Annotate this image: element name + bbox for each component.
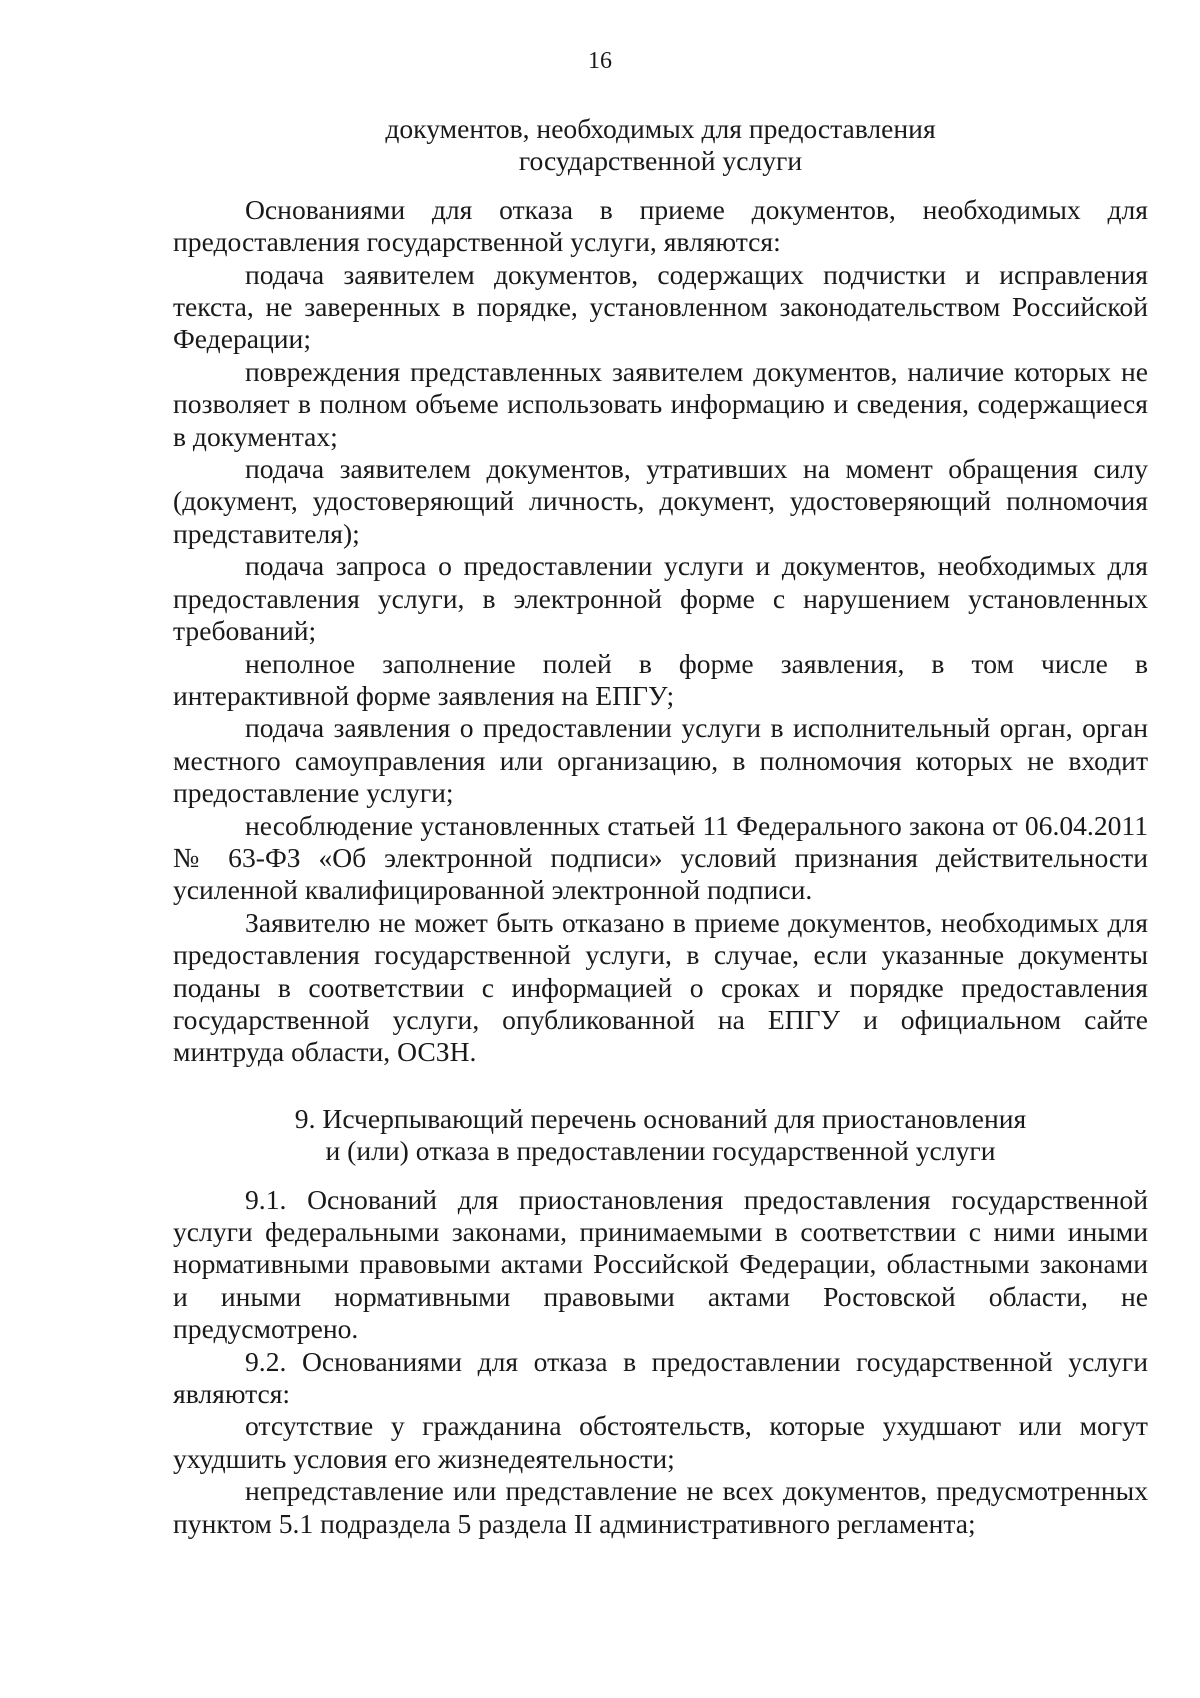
paragraph-9-1: 9.1. Оснований для приостановления предоставления государственной услуги федеральными законами, принимаемыми в соответствии с ними иными нормативными правовыми актами Российской Федерации, областными законами и иными нормативными правовыми актами Ростовской области, не предусмотрено. — [173, 1183, 1148, 1345]
paragraph: Основаниями для отказа в приеме документов, необходимых для предоставления государственной услуги, являются: — [173, 193, 1148, 258]
section-heading-continuation — [173, 113, 1148, 178]
paragraph: подача заявления о предоставлении услуги в исполнительный орган, орган местного самоуправления или организацию, в полномочия которых не входит предоставление услуги; — [173, 712, 1148, 809]
paragraph: Заявителю не может быть отказано в приеме документов, необходимых для предоставления государственной услуги, в случае, если указанные документы поданы в соответствии с информацией о сроках и порядке предоставления государственной услуги, опубликованной на ЕПГУ и официальном сайте минтруда области, ОСЗН. — [173, 906, 1148, 1068]
paragraph: неполное заполнение полей в форме заявления, в том числе в интерактивной форме заявления на ЕПГУ; — [173, 647, 1148, 711]
paragraph: несоблюдение установленных статьей 11 Федерального закона от 06.04.2011 № 63-ФЗ «Об электронной подписи» условий признания действительности усиленной квалифицированной электронной подписи. — [173, 809, 1148, 906]
paragraph: подача запроса о предоставлении услуги и документов, необходимых для предоставления услуги, в электронной форме с нарушением установленных требований; — [173, 550, 1148, 647]
paragraph: подача заявителем документов, утративших на момент обращения силу (документ, удостоверяющий личность, документ, удостоверяющий полномочия представителя); — [173, 453, 1148, 549]
paragraph-9-2: 9.2. Основаниями для отказа в предоставлении государственной услуги являются: — [173, 1345, 1148, 1410]
document-body — [173, 113, 1148, 1540]
paragraph: повреждения представленных заявителем документов, наличие которых не позволяет в полном объеме использовать информацию и сведения, содержащиеся в документах; — [173, 355, 1148, 452]
page-number: 16 — [588, 48, 612, 74]
paragraph: непредставление или представление не всех документов, предусмотренных пунктом 5.1 подраздела 5 раздела II административного регламента; — [173, 1475, 1148, 1539]
paragraph: отсутствие у гражданина обстоятельств, которые ухудшают или могут ухудшить условия его жизнедеятельности; — [173, 1410, 1148, 1474]
paragraph: подача заявителем документов, содержащих подчистки и исправления текста, не заверенных в порядке, установленном законодательством Российской Федерации; — [173, 258, 1148, 355]
section-9-heading — [173, 1103, 1148, 1168]
heading-line: 9. Исчерпывающий перечень оснований для приостановления — [294, 1102, 1027, 1134]
heading-line: государственной услуги — [518, 145, 803, 177]
heading-line: и (или) отказа в предоставлении государственной услуги — [325, 1135, 996, 1167]
heading-line: документов, необходимых для предоставления — [385, 113, 936, 144]
